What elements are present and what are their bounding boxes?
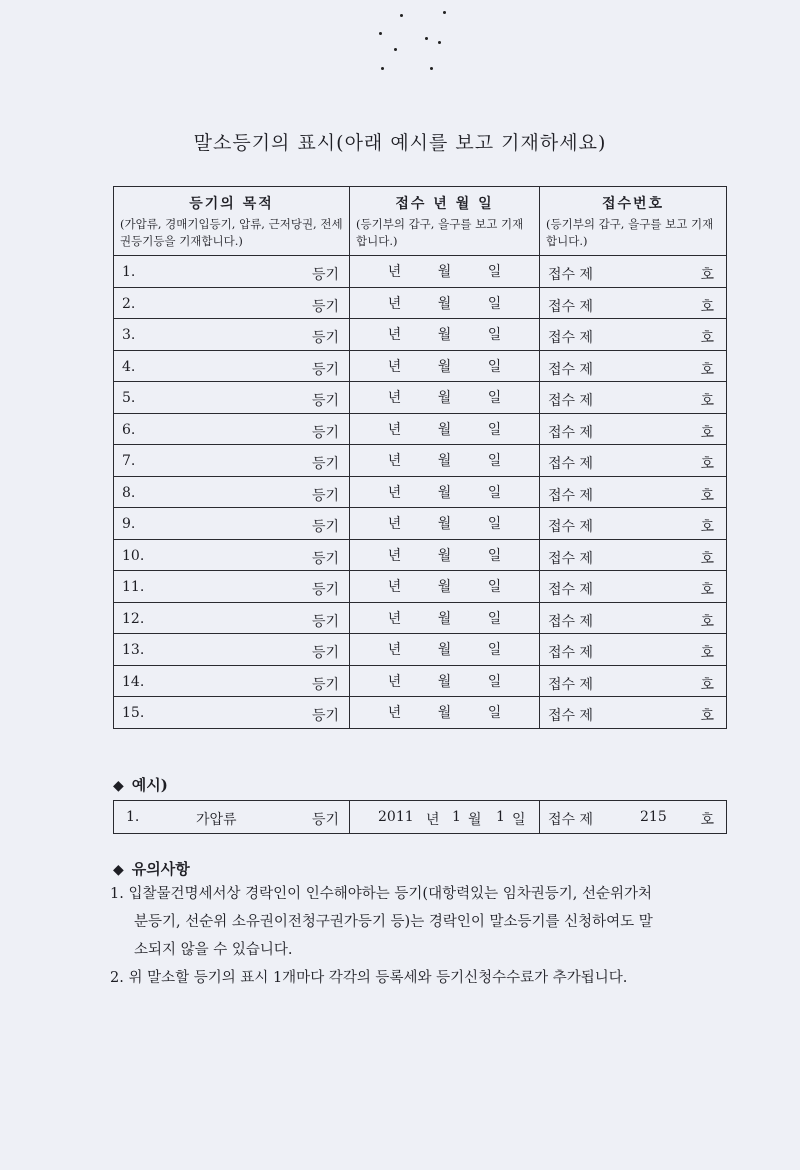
year-label: 년 bbox=[387, 327, 402, 344]
month-label: 월 bbox=[437, 453, 452, 470]
row-number: 7. bbox=[122, 453, 136, 469]
month-label: 월 bbox=[437, 484, 452, 501]
receipt-number-cell[interactable] bbox=[540, 413, 727, 445]
receipt-number-cell[interactable] bbox=[540, 287, 727, 319]
year-label: 년 bbox=[387, 453, 402, 470]
table-row bbox=[114, 571, 727, 603]
day-label: 일 bbox=[487, 390, 502, 407]
receipt-prefix-label: 접수 제 bbox=[548, 519, 594, 535]
row-number: 12. bbox=[122, 610, 145, 627]
punch-mark bbox=[430, 67, 433, 70]
month-label: 월 bbox=[437, 673, 452, 690]
purpose-cell[interactable] bbox=[114, 287, 350, 319]
year-label: 년 bbox=[387, 579, 402, 596]
receipt-date-cell[interactable] bbox=[350, 476, 540, 508]
row-number: 5. bbox=[122, 390, 136, 406]
table-row bbox=[114, 256, 727, 288]
deung-label: 등기 bbox=[311, 393, 339, 409]
receipt-date-cell[interactable] bbox=[350, 539, 540, 571]
receipt-prefix-label: 접수 제 bbox=[548, 645, 594, 661]
punch-mark bbox=[400, 14, 403, 17]
deung-label: 등기 bbox=[311, 676, 339, 693]
day-label: 일 bbox=[487, 358, 502, 375]
ho-label: 호 bbox=[700, 424, 714, 441]
day-label: 일 bbox=[487, 705, 502, 722]
year-label: 년 bbox=[387, 705, 402, 722]
receipt-date-cell[interactable] bbox=[350, 319, 540, 351]
year-label: 년 bbox=[387, 484, 402, 501]
row-number: 2. bbox=[122, 295, 136, 312]
diamond-icon: ◆ bbox=[113, 778, 124, 794]
day-label: 일 bbox=[487, 327, 502, 344]
receipt-number-cell[interactable] bbox=[540, 508, 727, 540]
header-receipt-number: 접수번호 (등기부의 갑구, 을구를 보고 기재합니다.) bbox=[540, 187, 727, 256]
punch-mark bbox=[381, 67, 384, 70]
receipt-date-cell[interactable] bbox=[350, 508, 540, 540]
receipt-date-cell[interactable] bbox=[350, 697, 540, 729]
purpose-cell[interactable] bbox=[114, 508, 350, 540]
receipt-number-cell[interactable] bbox=[540, 571, 727, 603]
deung-label: 등기 bbox=[311, 519, 339, 535]
deung-label: 등기 bbox=[311, 298, 339, 315]
table-row bbox=[114, 634, 727, 666]
receipt-number-cell[interactable] bbox=[540, 539, 727, 571]
table-row bbox=[114, 319, 727, 351]
receipt-number-cell[interactable] bbox=[540, 665, 727, 697]
table-row bbox=[114, 350, 727, 382]
row-number: 10. bbox=[122, 547, 145, 564]
header-receipt-date: 접수 년 월 일 (등기부의 갑구, 을구를 보고 기재합니다.) bbox=[350, 187, 540, 256]
month-label: 월 bbox=[437, 610, 452, 627]
receipt-prefix-label: 접수 제 bbox=[548, 582, 594, 598]
receipt-prefix-label: 접수 제 bbox=[548, 456, 594, 472]
row-number: 13. bbox=[122, 642, 145, 658]
month-label: 월 bbox=[437, 327, 452, 344]
receipt-number-cell[interactable] bbox=[540, 602, 727, 634]
purpose-cell[interactable] bbox=[114, 665, 350, 697]
receipt-number-cell[interactable] bbox=[540, 256, 727, 288]
purpose-cell[interactable] bbox=[114, 602, 350, 634]
receipt-prefix-label: 접수 제 bbox=[548, 330, 594, 346]
deung-label: 등기 bbox=[311, 550, 339, 567]
year-label: 년 bbox=[387, 358, 402, 375]
row-number: 9. bbox=[122, 516, 136, 532]
row-number: 11. bbox=[122, 579, 145, 595]
year-label: 년 bbox=[387, 642, 402, 659]
row-number: 1. bbox=[122, 264, 136, 280]
note-item-continued: 소되지 않을 수 있습니다. bbox=[134, 942, 293, 958]
example-date-cell: 2011 년 1 월 1 일 bbox=[350, 801, 540, 834]
table-row bbox=[114, 665, 727, 697]
day-label: 일 bbox=[487, 421, 502, 438]
receipt-date-cell[interactable] bbox=[350, 445, 540, 477]
receipt-number-cell[interactable] bbox=[540, 634, 727, 666]
receipt-number-cell[interactable] bbox=[540, 476, 727, 508]
deung-label: 등기 bbox=[311, 613, 339, 630]
deung-label: 등기 bbox=[311, 456, 339, 472]
receipt-prefix-label: 접수 제 bbox=[548, 267, 594, 283]
month-label: 월 bbox=[437, 295, 452, 312]
year-label: 년 bbox=[387, 390, 402, 407]
receipt-number-cell[interactable] bbox=[540, 382, 727, 414]
day-label: 일 bbox=[487, 673, 502, 690]
header-purpose: 등기의 목적 (가압류, 경매기입등기, 압류, 근저당권, 전세권등기등을 기재합니다.) bbox=[114, 187, 350, 256]
deung-label: 등기 bbox=[311, 330, 339, 346]
deung-label: 등기 bbox=[311, 645, 339, 661]
receipt-prefix-label: 접수 제 bbox=[548, 393, 594, 409]
deung-label: 등기 bbox=[311, 487, 339, 504]
day-label: 일 bbox=[487, 642, 502, 659]
year-label: 년 bbox=[387, 516, 402, 533]
month-label: 월 bbox=[437, 358, 452, 375]
purpose-cell[interactable] bbox=[114, 445, 350, 477]
deung-label: 등기 bbox=[311, 267, 339, 283]
purpose-cell[interactable] bbox=[114, 634, 350, 666]
ho-label: 호 bbox=[700, 550, 714, 567]
year-label: 년 bbox=[387, 295, 402, 312]
cancellation-registry-table bbox=[113, 186, 727, 729]
ho-label: 호 bbox=[700, 708, 714, 724]
year-label: 년 bbox=[387, 610, 402, 627]
receipt-date-cell[interactable] bbox=[350, 350, 540, 382]
month-label: 월 bbox=[437, 705, 452, 722]
year-label: 년 bbox=[387, 547, 402, 564]
deung-label: 등기 bbox=[311, 361, 339, 378]
month-label: 월 bbox=[437, 421, 452, 438]
year-label: 년 bbox=[387, 264, 402, 281]
day-label: 일 bbox=[487, 484, 502, 501]
example-table bbox=[113, 800, 727, 834]
note-item: 2. 위 말소할 등기의 표시 1개마다 각각의 등록세와 등기신청수수료가 추가됩니다. bbox=[110, 970, 628, 986]
receipt-number-cell[interactable] bbox=[540, 350, 727, 382]
row-number: 6. bbox=[122, 421, 136, 438]
ho-label: 호 bbox=[700, 676, 714, 693]
table-row bbox=[114, 539, 727, 571]
deung-label: 등기 bbox=[311, 708, 339, 724]
day-label: 일 bbox=[487, 610, 502, 627]
deung-label: 등기 bbox=[311, 424, 339, 441]
receipt-prefix-label: 접수 제 bbox=[548, 487, 594, 504]
day-label: 일 bbox=[487, 547, 502, 564]
purpose-cell[interactable] bbox=[114, 697, 350, 729]
ho-label: 호 bbox=[700, 267, 714, 283]
purpose-cell[interactable] bbox=[114, 350, 350, 382]
receipt-number-cell[interactable] bbox=[540, 697, 727, 729]
receipt-prefix-label: 접수 제 bbox=[548, 361, 594, 378]
notes-list bbox=[110, 880, 750, 992]
receipt-date-cell[interactable] bbox=[350, 634, 540, 666]
month-label: 월 bbox=[437, 390, 452, 407]
deung-label: 등기 bbox=[311, 582, 339, 598]
purpose-cell[interactable] bbox=[114, 571, 350, 603]
purpose-cell[interactable] bbox=[114, 256, 350, 288]
diamond-icon: ◆ bbox=[113, 862, 124, 878]
ho-label: 호 bbox=[700, 298, 714, 315]
row-number: 8. bbox=[122, 484, 136, 501]
ho-label: 호 bbox=[700, 361, 714, 378]
punch-mark bbox=[379, 32, 382, 35]
ho-label: 호 bbox=[700, 582, 714, 598]
ho-label: 호 bbox=[700, 456, 714, 472]
purpose-cell[interactable] bbox=[114, 476, 350, 508]
receipt-date-cell[interactable] bbox=[350, 256, 540, 288]
month-label: 월 bbox=[437, 642, 452, 659]
table-row bbox=[114, 445, 727, 477]
notes-heading: ◆ 유의사항 bbox=[113, 860, 190, 878]
receipt-date-cell[interactable] bbox=[350, 413, 540, 445]
month-label: 월 bbox=[437, 516, 452, 533]
row-number: 4. bbox=[122, 358, 136, 375]
note-item: 1. 입찰물건명세서상 경락인이 인수해야하는 등기(대항력있는 임차권등기, 선순위가처 bbox=[110, 886, 653, 902]
ho-label: 호 bbox=[700, 613, 714, 630]
row-number: 3. bbox=[122, 327, 136, 343]
purpose-cell[interactable] bbox=[114, 413, 350, 445]
year-label: 년 bbox=[387, 673, 402, 690]
example-purpose-cell: 1. 가압류 등기 bbox=[114, 801, 350, 834]
day-label: 일 bbox=[487, 516, 502, 533]
receipt-prefix-label: 접수 제 bbox=[548, 424, 594, 441]
receipt-prefix-label: 접수 제 bbox=[548, 550, 594, 567]
ho-label: 호 bbox=[700, 645, 714, 661]
row-number: 14. bbox=[122, 673, 145, 690]
month-label: 월 bbox=[437, 264, 452, 281]
receipt-prefix-label: 접수 제 bbox=[548, 613, 594, 630]
table-row bbox=[114, 476, 727, 508]
table-row bbox=[114, 697, 727, 729]
day-label: 일 bbox=[487, 264, 502, 281]
receipt-date-cell[interactable] bbox=[350, 665, 540, 697]
receipt-prefix-label: 접수 제 bbox=[548, 708, 594, 724]
year-label: 년 bbox=[387, 421, 402, 438]
receipt-number-cell[interactable] bbox=[540, 319, 727, 351]
punch-mark bbox=[443, 11, 446, 14]
month-label: 월 bbox=[437, 547, 452, 564]
receipt-prefix-label: 접수 제 bbox=[548, 298, 594, 315]
purpose-cell[interactable] bbox=[114, 319, 350, 351]
example-number-cell: 접수 제 215 호 bbox=[540, 801, 727, 834]
purpose-cell[interactable] bbox=[114, 382, 350, 414]
ho-label: 호 bbox=[700, 487, 714, 504]
ho-label: 호 bbox=[700, 519, 714, 535]
receipt-number-cell[interactable] bbox=[540, 445, 727, 477]
table-row bbox=[114, 382, 727, 414]
note-item-continued: 분등기, 선순위 소유권이전청구권가등기 등)는 경락인이 말소등기를 신청하여도 말 bbox=[134, 914, 653, 930]
receipt-prefix-label: 접수 제 bbox=[548, 676, 594, 693]
row-number: 15. bbox=[122, 705, 145, 721]
receipt-date-cell[interactable] bbox=[350, 382, 540, 414]
punch-mark bbox=[425, 37, 428, 40]
table-row bbox=[114, 508, 727, 540]
table-row bbox=[114, 602, 727, 634]
punch-mark bbox=[394, 48, 397, 51]
receipt-date-cell[interactable] bbox=[350, 287, 540, 319]
purpose-cell[interactable] bbox=[114, 539, 350, 571]
example-heading: ◆ 예시) bbox=[113, 776, 168, 794]
table-row bbox=[114, 287, 727, 319]
receipt-date-cell[interactable] bbox=[350, 602, 540, 634]
day-label: 일 bbox=[487, 579, 502, 596]
table-row bbox=[114, 413, 727, 445]
page-title: 말소등기의 표시(아래 예시를 보고 기재하세요) bbox=[193, 132, 607, 154]
day-label: 일 bbox=[487, 295, 502, 312]
day-label: 일 bbox=[487, 453, 502, 470]
receipt-date-cell[interactable] bbox=[350, 571, 540, 603]
ho-label: 호 bbox=[700, 393, 714, 409]
punch-mark bbox=[438, 41, 441, 44]
month-label: 월 bbox=[437, 579, 452, 596]
ho-label: 호 bbox=[700, 330, 714, 346]
